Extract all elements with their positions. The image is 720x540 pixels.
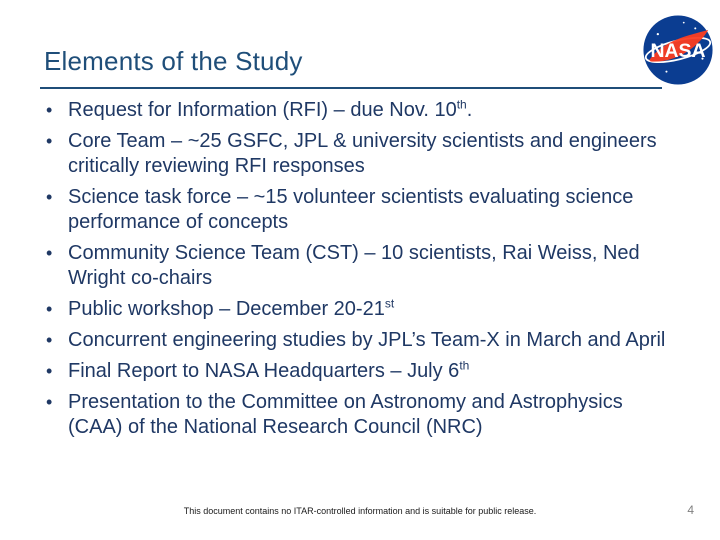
bullet-item [44, 359, 680, 384]
bullet-marker: • [46, 100, 53, 120]
bullet-item [44, 98, 680, 123]
bullet-text: Concurrent engineering studies by JPL’s Team-X in March and April [68, 329, 666, 351]
bullet-text: Core Team – ~25 GSFC, JPL & university scientists and engineers critically reviewing RFI responses [68, 130, 657, 177]
bullet-text: Presentation to the Committee on Astronomy and Astrophysics (CAA) of the National Research Council (NRC) [68, 391, 623, 438]
bullet-text: Science task force – ~15 volunteer scientists evaluating science performance of concepts [68, 186, 634, 233]
superscript: th [459, 358, 470, 373]
bullet-item [44, 390, 680, 440]
bullet-text: Request for Information (RFI) – due Nov. 10 [68, 99, 457, 121]
bullet-marker: • [46, 392, 53, 412]
bullet-text: Community Science Team (CST) – 10 scientists, Rai Weiss, Ned Wright co-chairs [68, 242, 640, 289]
nasa-logo-icon [642, 14, 714, 86]
page-title: Elements of the Study [44, 46, 303, 76]
bullet-marker: • [46, 361, 53, 381]
page-number: 4 [687, 503, 694, 517]
bullet-marker: • [46, 243, 53, 263]
superscript: th [456, 97, 467, 112]
bullet-marker: • [46, 131, 53, 151]
title-rule [40, 87, 662, 89]
bullet-marker: • [46, 330, 53, 350]
bullet-marker: • [46, 187, 53, 207]
footer-disclaimer: This document contains no ITAR-controlled information and is suitable for public release. [183, 506, 537, 516]
bullet-text: . [466, 99, 473, 121]
nasa-logo-text: NASA [650, 40, 706, 63]
bullet-item [44, 129, 680, 179]
bullet-item [44, 185, 680, 235]
bullet-item [44, 241, 680, 291]
bullet-marker: • [46, 299, 53, 319]
superscript: st [384, 296, 395, 311]
bullet-item [44, 297, 680, 322]
bullet-list [44, 98, 680, 446]
bullet-item [44, 328, 680, 353]
bullet-text: Final Report to NASA Headquarters – July 6 [68, 360, 460, 382]
bullet-text: Public workshop – December 20-21 [68, 298, 385, 320]
